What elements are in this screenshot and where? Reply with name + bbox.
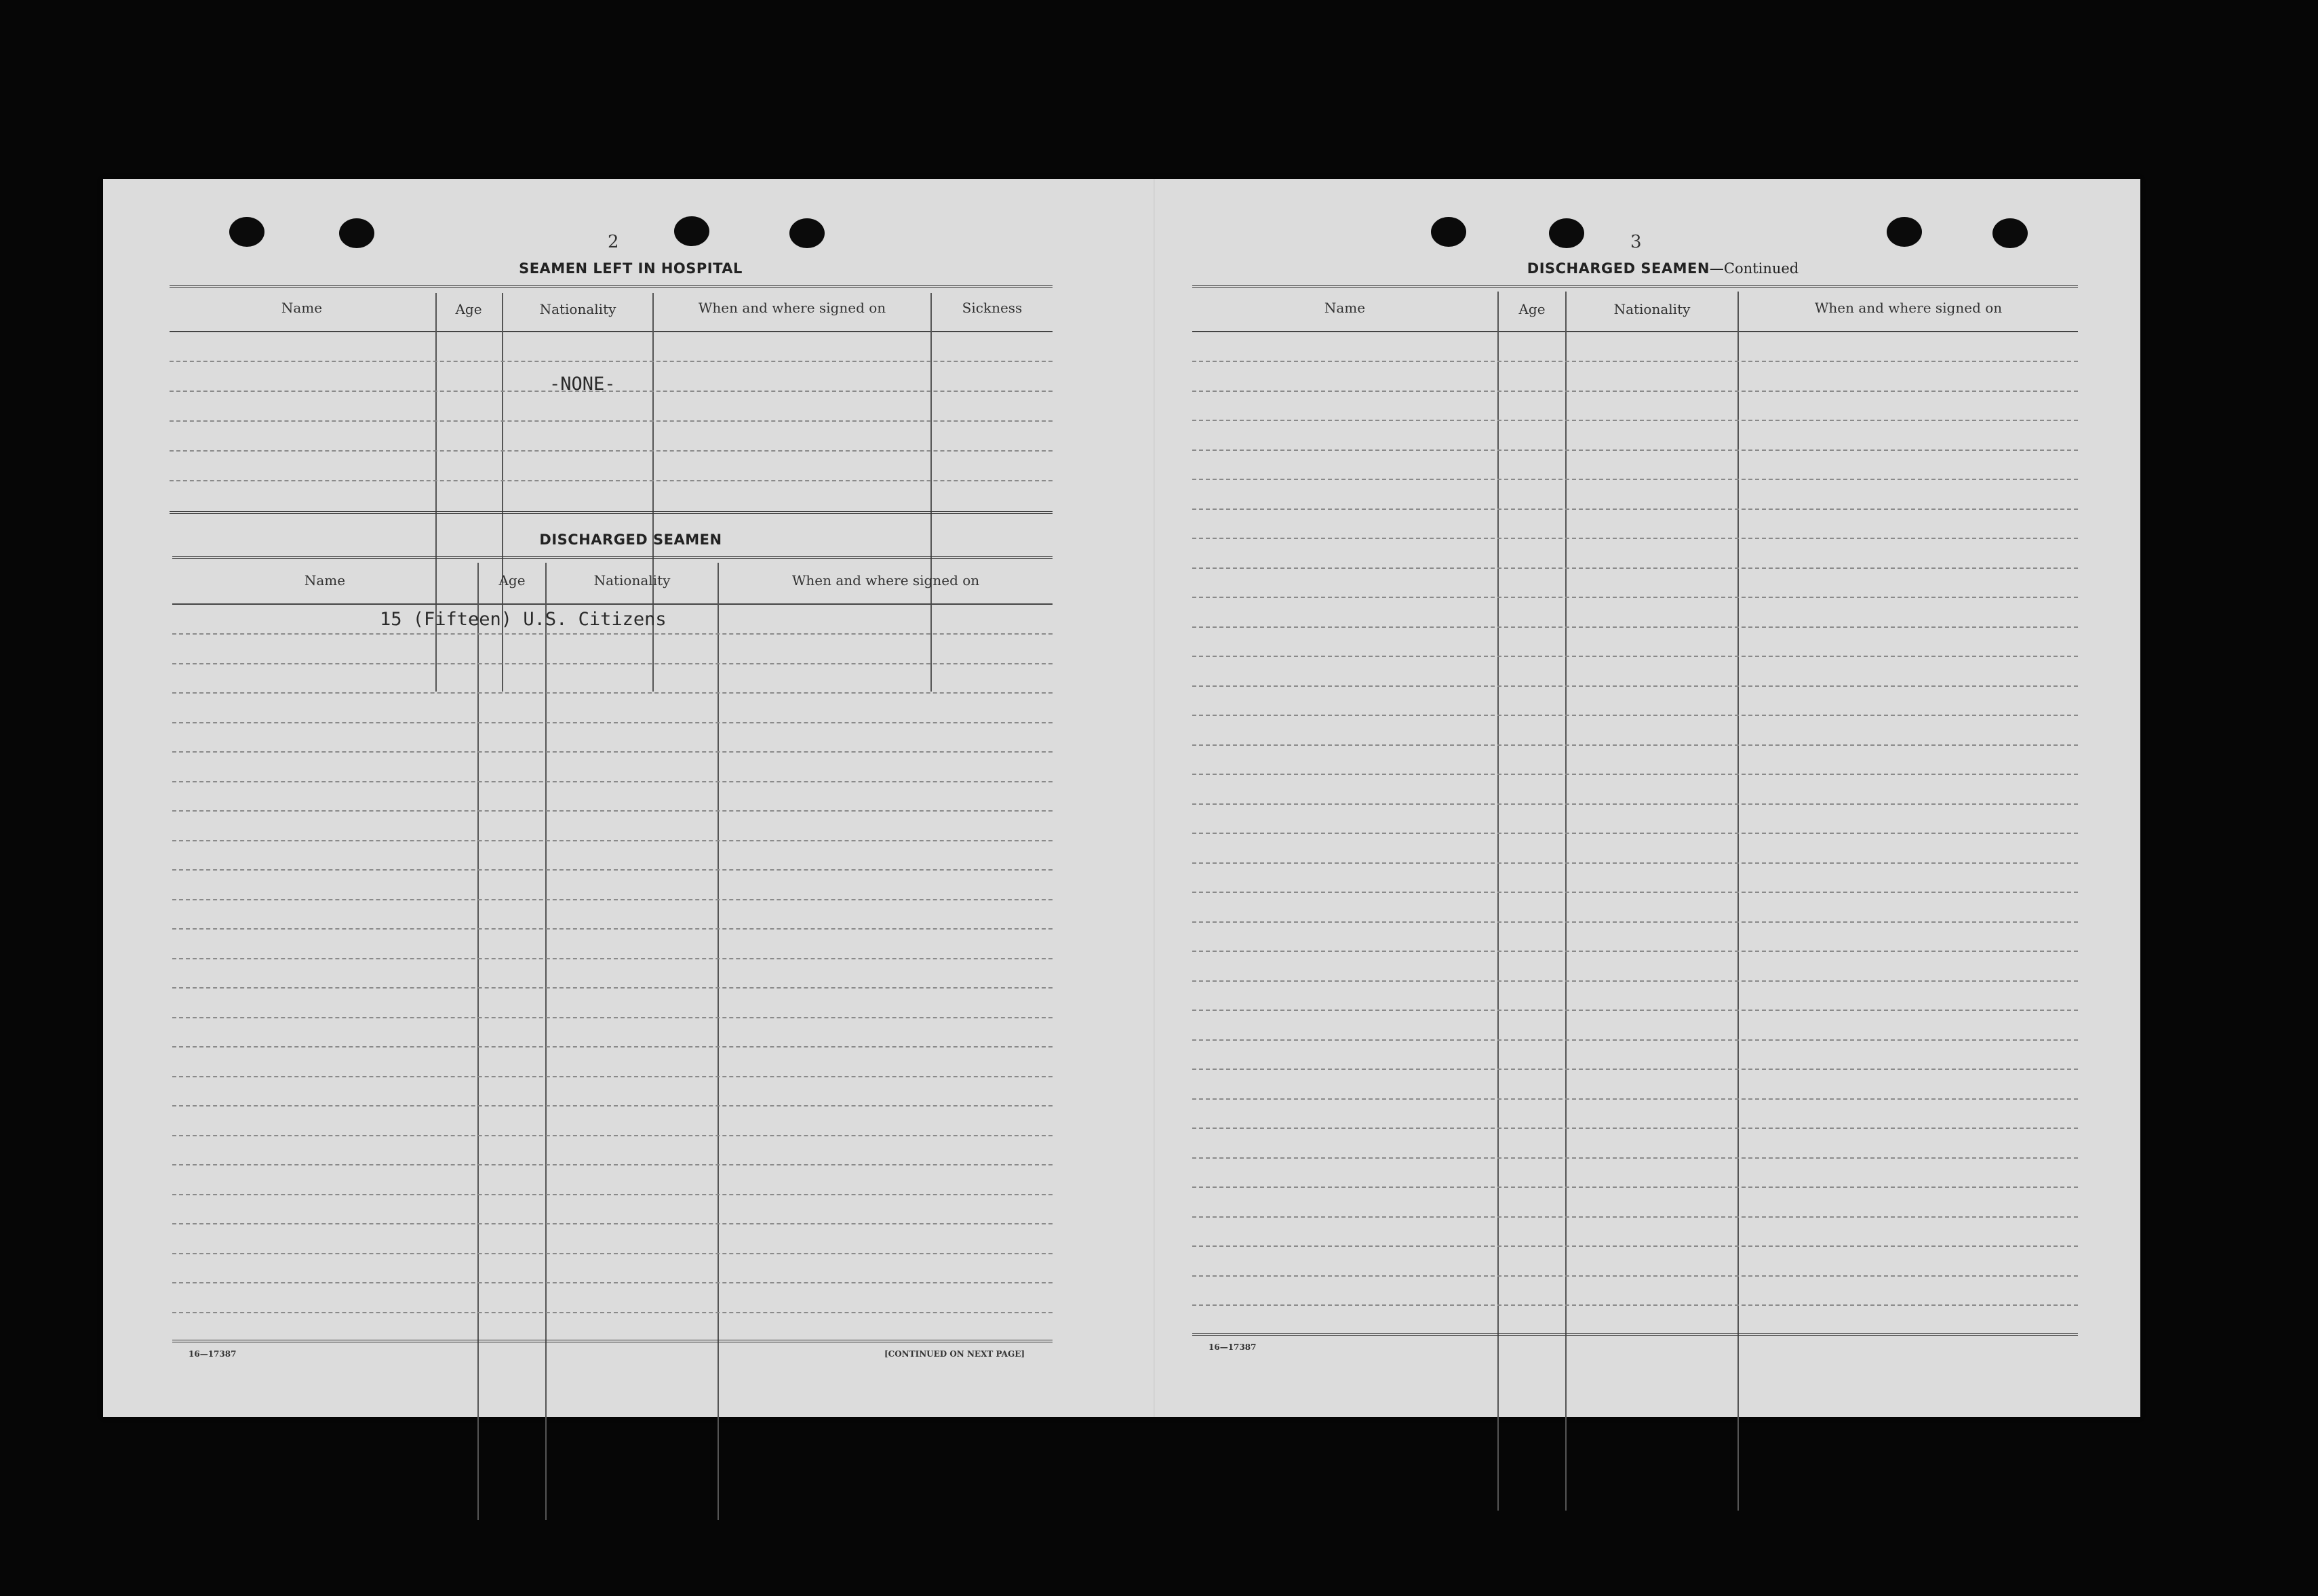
table-row bbox=[172, 1282, 1053, 1283]
table-row bbox=[172, 663, 1053, 664]
table-row bbox=[1192, 1128, 2078, 1129]
table-row bbox=[170, 480, 1053, 481]
table-row bbox=[1192, 1216, 2078, 1218]
table-row bbox=[172, 1312, 1053, 1313]
table-row bbox=[1192, 597, 2078, 598]
hospital-top-rule bbox=[170, 285, 1053, 290]
discharged-section-title: DISCHARGED SEAMEN bbox=[539, 532, 722, 548]
table-row bbox=[1192, 508, 2078, 510]
table-row bbox=[1192, 951, 2078, 952]
discharged-col-signed-on: When and where signed on bbox=[791, 572, 980, 588]
continued-col-divider bbox=[1737, 292, 1739, 1511]
table-row bbox=[1192, 1039, 2078, 1041]
table-row bbox=[1192, 892, 2078, 893]
table-row bbox=[1192, 1010, 2078, 1011]
punch-hole bbox=[1431, 217, 1466, 247]
punch-hole bbox=[1549, 218, 1584, 248]
continued-header-rule bbox=[1192, 331, 2078, 332]
table-row bbox=[172, 899, 1053, 900]
table-row bbox=[172, 928, 1053, 930]
discharged-top-rule bbox=[172, 556, 1053, 560]
table-row bbox=[172, 1223, 1053, 1224]
continued-top-rule bbox=[1192, 285, 2078, 290]
table-row bbox=[170, 420, 1053, 422]
hospital-col-sickness: Sickness bbox=[962, 300, 1023, 316]
hospital-col-divider bbox=[435, 293, 437, 692]
continued-bottom-rule bbox=[1192, 1333, 2078, 1337]
table-row bbox=[172, 633, 1053, 635]
table-row bbox=[172, 1135, 1053, 1136]
table-row bbox=[1192, 391, 2078, 392]
table-row bbox=[172, 810, 1053, 812]
table-row bbox=[1192, 833, 2078, 834]
punch-hole bbox=[1887, 217, 1922, 247]
continued-note: [CONTINUED ON NEXT PAGE] bbox=[884, 1349, 1025, 1359]
table-row bbox=[172, 751, 1053, 753]
hospital-col-divider bbox=[502, 293, 503, 692]
hospital-col-divider bbox=[930, 293, 932, 692]
punch-hole bbox=[789, 218, 825, 248]
table-row bbox=[1192, 450, 2078, 451]
table-row bbox=[172, 1017, 1053, 1018]
table-row bbox=[172, 987, 1053, 989]
form-number: 16—17387 bbox=[189, 1349, 237, 1359]
hospital-bottom-rule bbox=[170, 511, 1053, 515]
table-row bbox=[172, 1253, 1053, 1254]
table-row bbox=[1192, 656, 2078, 657]
discharged-continued-title bbox=[1256, 260, 2070, 277]
table-row bbox=[170, 450, 1053, 452]
hospital-col-name: Name bbox=[281, 300, 323, 316]
discharged-col-nationality: Nationality bbox=[593, 572, 671, 588]
continued-col-divider bbox=[1497, 292, 1499, 1511]
discharged-col-divider bbox=[545, 563, 547, 1520]
table-row bbox=[1192, 1098, 2078, 1100]
table-row bbox=[1192, 567, 2078, 569]
table-row bbox=[1192, 361, 2078, 362]
continued-col-name: Name bbox=[1324, 300, 1366, 316]
hospital-col-divider bbox=[652, 293, 654, 692]
table-row bbox=[172, 1194, 1053, 1195]
table-row bbox=[1192, 1069, 2078, 1070]
table-row bbox=[172, 781, 1053, 782]
table-row bbox=[1192, 715, 2078, 716]
table-row bbox=[170, 361, 1053, 362]
hospital-col-nationality: Nationality bbox=[539, 301, 616, 317]
punch-hole bbox=[674, 216, 709, 246]
page-number: 2 bbox=[608, 232, 619, 252]
page-number: 3 bbox=[1630, 232, 1642, 252]
table-row bbox=[172, 840, 1053, 841]
discharged-col-age: Age bbox=[498, 572, 526, 588]
table-row bbox=[1192, 1186, 2078, 1188]
table-row bbox=[172, 1076, 1053, 1077]
table-row bbox=[1192, 479, 2078, 480]
register-sheet bbox=[103, 179, 2140, 1417]
hospital-section-title: SEAMEN LEFT IN HOSPITAL bbox=[519, 260, 743, 277]
table-row bbox=[172, 1164, 1053, 1165]
table-row bbox=[1192, 921, 2078, 923]
discharged-bottom-rule bbox=[172, 1340, 1053, 1344]
table-row bbox=[1192, 626, 2078, 628]
table-row bbox=[1192, 980, 2078, 982]
table-row bbox=[172, 958, 1053, 959]
continued-col-divider bbox=[1565, 292, 1567, 1511]
table-row bbox=[172, 869, 1053, 871]
table-row bbox=[1192, 1157, 2078, 1159]
discharged-col-divider bbox=[477, 563, 479, 1520]
table-row bbox=[172, 1105, 1053, 1106]
table-row bbox=[1192, 803, 2078, 805]
table-row bbox=[1192, 744, 2078, 746]
table-row bbox=[1192, 420, 2078, 421]
continued-col-nationality: Nationality bbox=[1613, 301, 1691, 317]
table-row bbox=[1192, 685, 2078, 687]
title-main: DISCHARGED SEAMEN bbox=[1527, 260, 1710, 277]
form-number: 16—17387 bbox=[1209, 1342, 1257, 1352]
hospital-col-age: Age bbox=[455, 301, 482, 317]
discharged-col-name: Name bbox=[304, 572, 346, 588]
table-row bbox=[1192, 1275, 2078, 1277]
table-row bbox=[172, 692, 1053, 694]
table-row bbox=[1192, 862, 2078, 864]
discharged-header-rule bbox=[172, 603, 1053, 605]
discharged-entry: 15 (Fifteen) U.S. Citizens bbox=[380, 609, 667, 630]
punch-hole bbox=[1992, 218, 2028, 248]
discharged-col-divider bbox=[718, 563, 719, 1520]
table-row bbox=[1192, 1245, 2078, 1247]
punch-hole bbox=[229, 217, 264, 247]
table-row bbox=[1192, 1304, 2078, 1306]
table-row bbox=[1192, 538, 2078, 539]
page-fold bbox=[1153, 179, 1155, 1417]
continued-col-age: Age bbox=[1518, 301, 1546, 317]
title-suffix: —Continued bbox=[1709, 260, 1799, 277]
punch-hole bbox=[339, 218, 374, 248]
continued-col-signed-on: When and where signed on bbox=[1814, 300, 2003, 316]
table-row bbox=[172, 1046, 1053, 1048]
hospital-col-signed-on: When and where signed on bbox=[698, 300, 886, 316]
hospital-header-rule bbox=[170, 331, 1053, 332]
table-row bbox=[172, 722, 1053, 723]
hospital-entry-none: -NONE- bbox=[549, 374, 616, 395]
table-row bbox=[1192, 774, 2078, 775]
